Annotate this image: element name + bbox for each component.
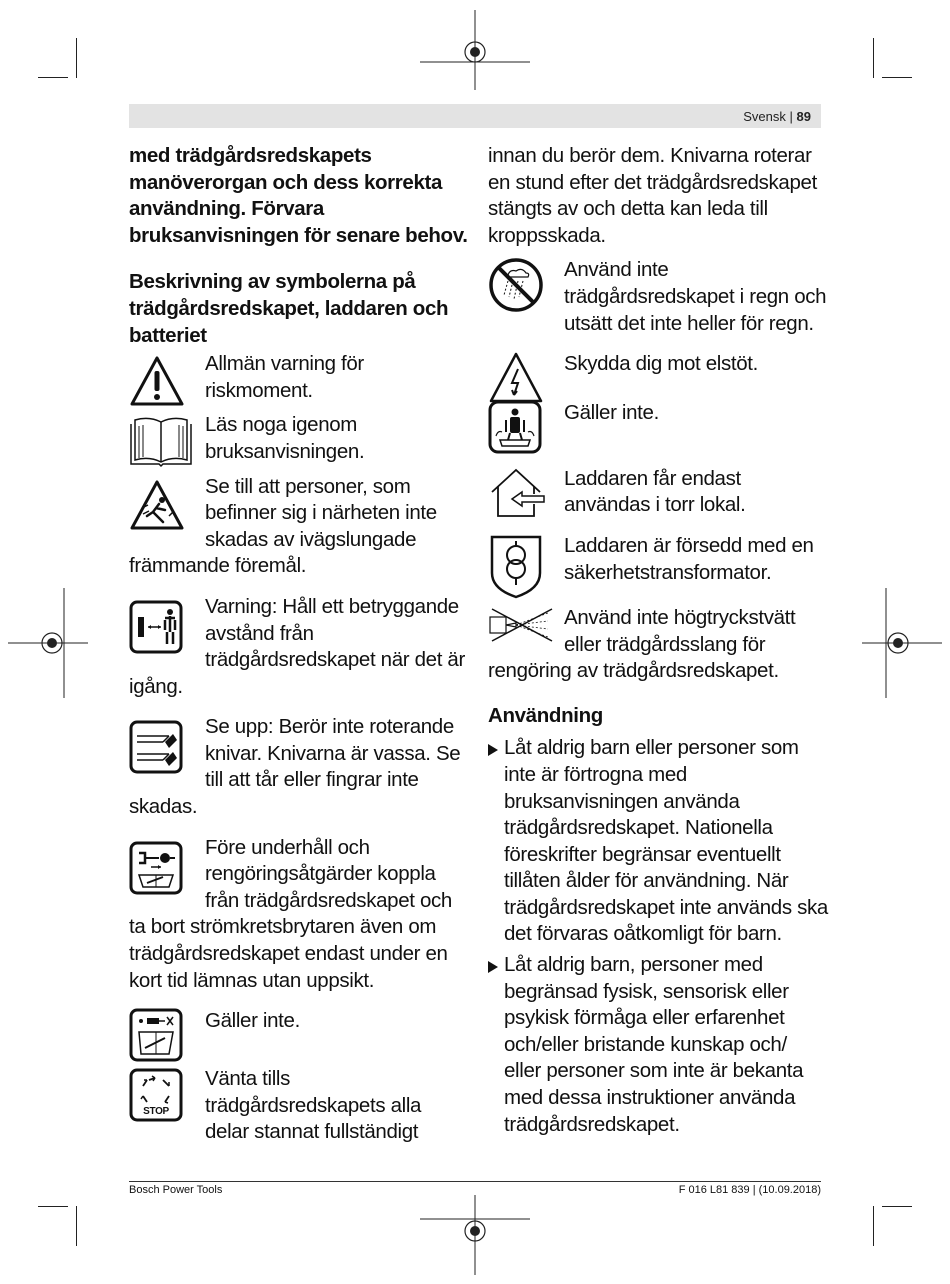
symbol-item bbox=[129, 351, 469, 404]
crop-mark bbox=[76, 38, 77, 78]
intro-bold-text: med trädgårdsredskapets manöverorgan och dess korrekta användning. Förvara bruksanvisningen för senare behov. bbox=[129, 144, 468, 247]
crop-mark bbox=[873, 38, 874, 78]
symbol-text: Gäller inte. bbox=[205, 1009, 300, 1033]
symbol-item bbox=[488, 466, 828, 519]
header-separator: | bbox=[789, 109, 793, 124]
electric-shock-icon bbox=[488, 351, 544, 405]
bullet-triangle-icon bbox=[488, 961, 498, 973]
symbol-item bbox=[129, 714, 469, 820]
right-column bbox=[488, 143, 828, 1138]
crop-mark bbox=[38, 77, 68, 78]
header-language: Svensk bbox=[743, 109, 786, 124]
symbol-item bbox=[129, 412, 469, 465]
symbol-item bbox=[488, 257, 828, 337]
symbol-text: Använd inte trädgårdsredskapet i regn och utsätt det inte heller för regn. bbox=[564, 258, 827, 335]
continuation-text: innan du berör dem. Knivarna roterar en stund efter det trädgårdsredskapet stängts av och detta kan leda till kroppsskada. bbox=[488, 144, 817, 247]
symbol-text: Gäller inte. bbox=[564, 400, 659, 424]
thrown-objects-icon bbox=[129, 478, 185, 532]
registration-mark-icon bbox=[420, 10, 530, 90]
crop-mark bbox=[873, 1206, 874, 1246]
symbol-item bbox=[129, 594, 469, 700]
symbol-text-continuation: rengöring av trädgårdsredskapet. bbox=[488, 659, 779, 683]
symbol-text: Laddaren är försedd med en säkerhetstransformator. bbox=[564, 533, 814, 584]
registration-mark-icon bbox=[8, 588, 88, 698]
footer-left: Bosch Power Tools bbox=[129, 1184, 223, 1196]
symbol-text: Varning: Håll ett betryggande avstånd från trädgårdsredskapet när det är bbox=[205, 594, 465, 672]
symbol-text-continuation: främmande föremål. bbox=[129, 554, 307, 578]
symbol-item bbox=[129, 1008, 469, 1066]
bullet-triangle-icon bbox=[488, 744, 498, 756]
section-title-symbols: Beskrivning av symbolerna på trädgårdsredskapet, laddaren och batteriet bbox=[129, 270, 449, 347]
symbol-text: Skydda dig mot elstöt. bbox=[564, 352, 758, 376]
symbol-text: Allmän varning för riskmoment. bbox=[205, 352, 364, 402]
symbol-text: Före underhåll och rengöringsåtgärder koppla från trädgårdsredskapet och bbox=[205, 835, 452, 912]
symbol-text: Vänta tills trädgårdsredskapets alla delar stannat fullständigt bbox=[205, 1067, 422, 1144]
no-pressure-washer-icon bbox=[488, 607, 556, 643]
symbol-text: Se till att personer, som befinner sig i närheten inte skadas av ivägslungade bbox=[205, 474, 437, 551]
footer-divider bbox=[129, 1181, 821, 1182]
footer-right: F 016 L81 839 | (10.09.2018) bbox=[678, 1184, 821, 1196]
list-item bbox=[488, 952, 828, 1138]
registration-mark-icon bbox=[420, 1195, 530, 1275]
not-applicable-person-icon bbox=[488, 400, 542, 454]
rotating-blades-icon bbox=[129, 720, 183, 774]
symbol-item bbox=[129, 474, 469, 580]
symbol-text: Se upp: Berör inte roterande knivar. Knivarna är vassa. Se till att tår eller fingrar inte bbox=[205, 715, 461, 792]
symbol-item bbox=[488, 351, 828, 378]
open-book-icon bbox=[129, 416, 193, 468]
crop-mark bbox=[76, 1206, 77, 1246]
disconnect-plug-icon bbox=[129, 841, 183, 895]
symbol-text-continuation: ta bort strömkretsbrytaren även om trädgårdsredskapet endast under en kort tid lämnas utan uppsikt. bbox=[129, 915, 448, 992]
left-column bbox=[129, 143, 469, 1146]
section-title-usage: Användning bbox=[488, 703, 603, 727]
symbol-item bbox=[488, 400, 828, 458]
symbol-text: Använd inte högtryckstvätt eller trädgårdsslang för bbox=[564, 605, 796, 656]
not-applicable-manual-icon bbox=[129, 1008, 183, 1062]
symbol-text: Laddaren får endast användas i torr lokal. bbox=[564, 466, 746, 517]
symbol-item bbox=[488, 605, 828, 685]
page-number: 89 bbox=[796, 109, 811, 124]
safe-distance-icon bbox=[129, 600, 183, 654]
safety-transformer-icon bbox=[488, 533, 544, 599]
svg-text:STOP: STOP bbox=[143, 1106, 169, 1118]
symbol-item bbox=[129, 1066, 469, 1146]
symbol-text-continuation: igång. bbox=[129, 674, 183, 698]
indoor-house-icon bbox=[488, 466, 546, 520]
list-item bbox=[488, 735, 828, 948]
warning-triangle-icon bbox=[129, 355, 185, 407]
crop-mark bbox=[882, 1206, 912, 1207]
no-rain-icon bbox=[488, 257, 544, 313]
bullet-text: Låt aldrig barn, personer med begränsad fysisk, sensorisk eller psykisk förmåga eller erfarenhet och/eller bristande kunskap och/ eller personer som inte är bekanta med dessa instruktioner använda trädgårdsredskapet. bbox=[504, 953, 804, 1136]
symbol-text-continuation: skadas. bbox=[129, 795, 198, 819]
page-header bbox=[129, 104, 821, 128]
header-text bbox=[743, 109, 811, 124]
symbol-text: Läs noga igenom bruksanvisningen. bbox=[205, 413, 365, 463]
crop-mark bbox=[882, 77, 912, 78]
bullet-text: Låt aldrig barn eller personer som inte är förtrogna med bruksanvisningen använda trädgårdsredskapet. Nationella föreskrifter begränsar eventuellt tillåten ålder för användning. När trädgårdsredskapet inte används ska det förvaras oåtkomligt för barn. bbox=[504, 736, 828, 946]
symbol-item bbox=[129, 835, 469, 995]
crop-mark bbox=[38, 1206, 68, 1207]
symbol-item bbox=[488, 533, 828, 597]
registration-mark-icon bbox=[862, 588, 942, 698]
stop-wait-icon bbox=[129, 1068, 183, 1122]
